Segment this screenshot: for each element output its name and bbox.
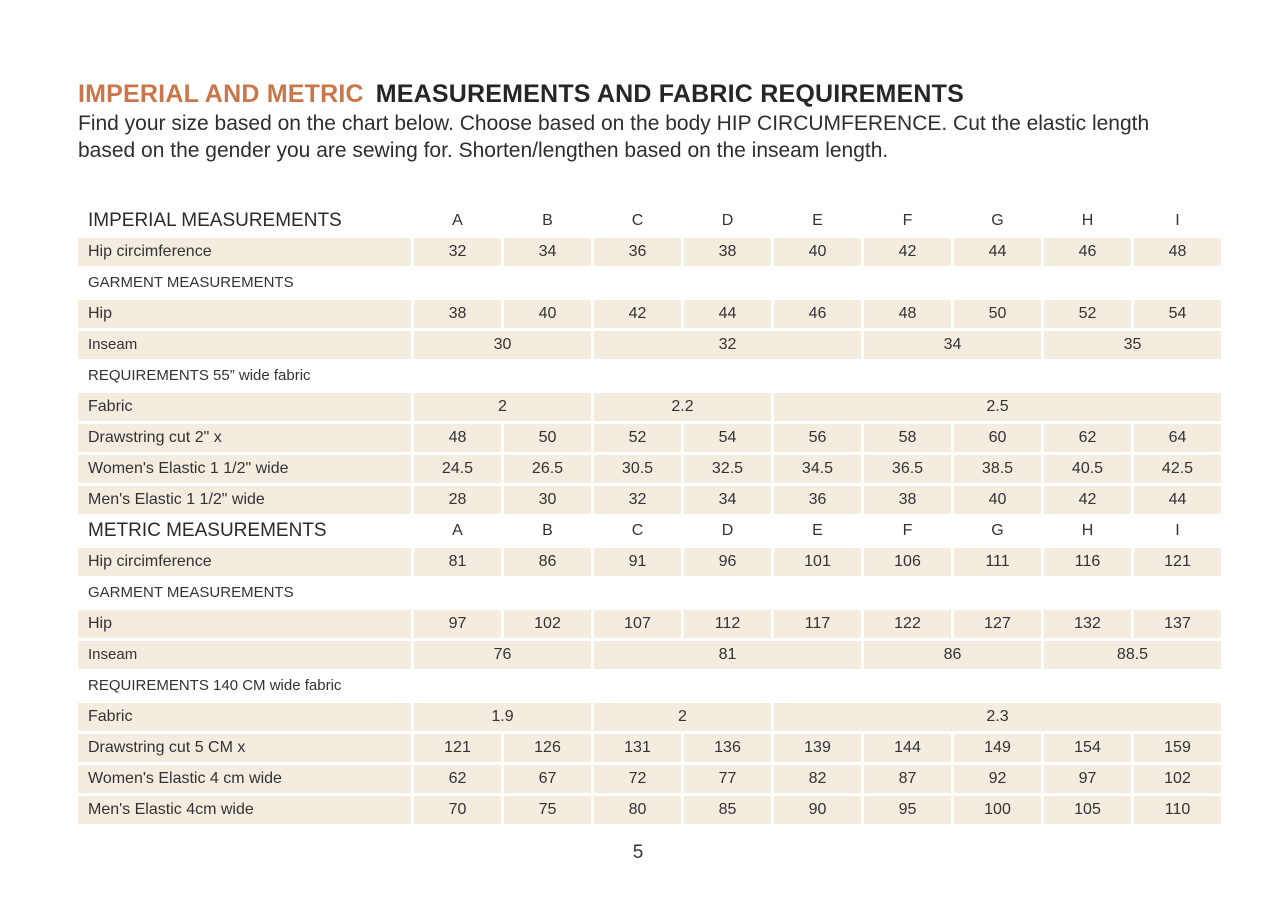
row-label: Drawstring cut 2" x [78,424,411,452]
table-cell: 40.5 [1044,455,1131,483]
subsection-row [78,579,1194,607]
table-cell: 35 [1044,331,1221,359]
table-cell: 2.3 [774,703,1221,731]
table-cell: 32 [594,331,861,359]
table-cell: 48 [1134,238,1221,266]
table-cell: 110 [1134,796,1221,824]
table-cell: 132 [1044,610,1131,638]
table-cell: 40 [504,300,591,328]
table-cell: 38 [684,238,771,266]
table-cell: 97 [1044,765,1131,793]
table-cell: 80 [594,796,681,824]
table-cell: 54 [1134,300,1221,328]
section-header-row [78,207,1194,235]
table-cell: 102 [504,610,591,638]
row-label: Fabric [78,703,411,731]
table-cell: 62 [1044,424,1131,452]
size-column-header: E [812,522,823,539]
table-cell: 44 [1134,486,1221,514]
row-label: Hip circimference [78,238,411,266]
section-header-row [78,517,1194,545]
row-label: METRIC MEASUREMENTS [88,520,327,541]
table-cell: 159 [1134,734,1221,762]
table-cell: 97 [414,610,501,638]
size-column-header: C [631,212,644,229]
table-cell: 67 [504,765,591,793]
table-cell: 52 [594,424,681,452]
table-cell: 26.5 [504,455,591,483]
table-cell: 38 [864,486,951,514]
table-cell: 91 [594,548,681,576]
table-cell: 149 [954,734,1041,762]
size-column-header: I [1175,212,1180,229]
table-row [78,765,1194,793]
subsection-row [78,362,1194,390]
table-cell: 48 [414,424,501,452]
size-column-header: B [542,212,553,229]
page-number: 5 [632,842,644,863]
table-cell: 86 [504,548,591,576]
table-cell: 86 [864,641,1041,669]
table-cell: 56 [774,424,861,452]
table-cell: 58 [864,424,951,452]
table-cell: 34 [864,331,1041,359]
row-label: Women's Elastic 1 1/2" wide [78,455,411,483]
size-column-header: H [1081,212,1094,229]
table-cell: 101 [774,548,861,576]
intro-text: Find your size based on the chart below. Choose based on the body HIP CIRCUMFERENCE. Cut the elastic length based on the gender you are sewing for. Shorten/lengthen based on the inseam length. [78,112,1150,162]
page-title [78,80,964,109]
table-cell: 44 [954,238,1041,266]
table-cell: 42 [864,238,951,266]
table-cell: 38.5 [954,455,1041,483]
table-row [78,610,1194,638]
row-label: Inseam [78,641,411,669]
table-cell: 90 [774,796,861,824]
size-column-header: F [902,522,913,539]
table-cell: 44 [684,300,771,328]
table-cell: 60 [954,424,1041,452]
table-cell: 100 [954,796,1041,824]
table-cell: 121 [414,734,501,762]
size-column-header: H [1081,522,1094,539]
table-cell: 34 [504,238,591,266]
row-label: GARMENT MEASUREMENTS [88,584,294,601]
table-cell: 46 [774,300,861,328]
table-cell: 32.5 [684,455,771,483]
table-row [78,424,1194,452]
table-cell: 116 [1044,548,1131,576]
table-cell: 46 [1044,238,1131,266]
row-label: Hip circimference [78,548,411,576]
table-cell: 32 [414,238,501,266]
table-cell: 154 [1044,734,1131,762]
table-cell: 24.5 [414,455,501,483]
subsection-row [78,269,1194,297]
table-row [78,734,1194,762]
row-label: Drawstring cut 5 CM x [78,734,411,762]
table-cell: 1.9 [414,703,591,731]
table-row [78,703,1194,731]
table-cell: 40 [774,238,861,266]
size-column-header: E [812,212,823,229]
table-cell: 139 [774,734,861,762]
row-label: GARMENT MEASUREMENTS [88,274,294,291]
table-cell: 85 [684,796,771,824]
size-column-header: C [631,522,644,539]
table-cell: 77 [684,765,771,793]
table-cell: 2 [594,703,771,731]
table-cell: 50 [954,300,1041,328]
table-cell: 72 [594,765,681,793]
table-cell: 42.5 [1134,455,1221,483]
size-column-header: A [452,212,463,229]
table-cell: 117 [774,610,861,638]
table-cell: 76 [414,641,591,669]
table-cell: 131 [594,734,681,762]
row-label: REQUIREMENTS 55” wide fabric [88,367,311,384]
table-cell: 96 [684,548,771,576]
table-cell: 111 [954,548,1041,576]
size-column-header: A [452,522,463,539]
size-column-header: D [721,212,734,229]
row-label: Inseam [78,331,411,359]
table-cell: 70 [414,796,501,824]
table-row [78,393,1194,421]
subsection-row [78,672,1194,700]
table-cell: 144 [864,734,951,762]
table-cell: 32 [594,486,681,514]
table-cell: 52 [1044,300,1131,328]
table-cell: 75 [504,796,591,824]
table-cell: 62 [414,765,501,793]
row-label: IMPERIAL MEASUREMENTS [88,210,342,231]
table-row [78,486,1194,514]
table-cell: 95 [864,796,951,824]
table-cell: 102 [1134,765,1221,793]
table-row [78,331,1194,359]
table-cell: 40 [954,486,1041,514]
table-cell: 106 [864,548,951,576]
table-row [78,300,1194,328]
table-cell: 81 [414,548,501,576]
table-cell: 30.5 [594,455,681,483]
table-cell: 127 [954,610,1041,638]
table-cell: 42 [1044,486,1131,514]
table-cell: 36 [774,486,861,514]
table-cell: 107 [594,610,681,638]
table-cell: 34 [684,486,771,514]
table-cell: 105 [1044,796,1131,824]
table-cell: 2 [414,393,591,421]
table-cell: 50 [504,424,591,452]
table-cell: 64 [1134,424,1221,452]
row-label: REQUIREMENTS 140 CM wide fabric [88,677,342,694]
row-label: Men's Elastic 4cm wide [78,796,411,824]
table-cell: 28 [414,486,501,514]
table-cell: 136 [684,734,771,762]
title-main: MEASUREMENTS AND FABRIC REQUIREMENTS [375,80,964,108]
table-cell: 42 [594,300,681,328]
size-column-header: B [542,522,553,539]
table-cell: 54 [684,424,771,452]
size-chart-table [78,207,1194,827]
table-cell: 36.5 [864,455,951,483]
table-cell: 122 [864,610,951,638]
table-cell: 81 [594,641,861,669]
table-cell: 82 [774,765,861,793]
table-cell: 48 [864,300,951,328]
table-cell: 34.5 [774,455,861,483]
size-column-header: D [721,522,734,539]
row-label: Fabric [78,393,411,421]
table-cell: 137 [1134,610,1221,638]
table-cell: 36 [594,238,681,266]
table-cell: 92 [954,765,1041,793]
size-column-header: F [902,212,913,229]
table-row [78,455,1194,483]
table-row [78,641,1194,669]
size-column-header: G [991,522,1004,539]
table-cell: 2.5 [774,393,1221,421]
table-cell: 112 [684,610,771,638]
table-cell: 30 [414,331,591,359]
table-cell: 38 [414,300,501,328]
table-row [78,548,1194,576]
row-label: Hip [78,300,411,328]
table-cell: 126 [504,734,591,762]
table-cell: 88.5 [1044,641,1221,669]
size-column-header: G [991,212,1004,229]
row-label: Women's Elastic 4 cm wide [78,765,411,793]
table-cell: 30 [504,486,591,514]
table-cell: 121 [1134,548,1221,576]
table-cell: 2.2 [594,393,771,421]
table-row [78,796,1194,824]
row-label: Men's Elastic 1 1/2" wide [78,486,411,514]
table-cell: 87 [864,765,951,793]
size-column-header: I [1175,522,1180,539]
table-row [78,238,1194,266]
title-accent: IMPERIAL AND METRIC [78,80,364,108]
row-label: Hip [78,610,411,638]
